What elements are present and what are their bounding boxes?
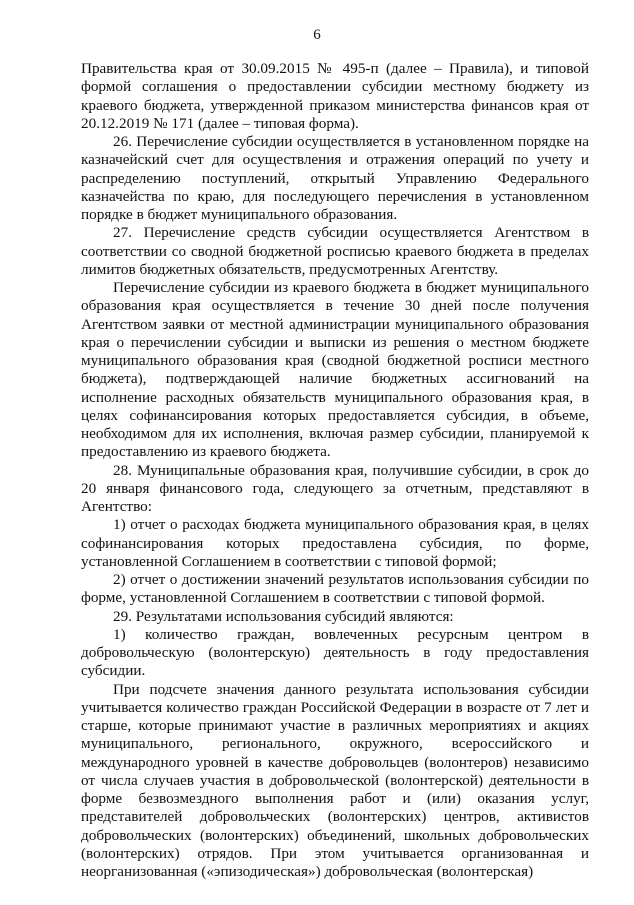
page-number: 6 (313, 27, 321, 43)
paragraph-29-counting: При подсчете значения данного результата использования субсидии учитывается количество граждан Российской Федерации в возрасте от 7 лет и старше, которые принимают участие в различных мероприятиях и акциях муниципального, регионального, окружного, всероссийского и международного уровней в качестве добровольцев (волонтеров) независимо от числа случаев участия в добровольческой (волонтерской) деятельности в форме безвозмездного выполнения работ и (или) оказания услуг, представителей добровольческих (волонтерских) центров, активистов добровольческих (волонтерских) объединений, школьных добровольческих (волонтерских) отрядов. При этом учитывается организованная и неорганизованная («эпизодическая») добровольческая (волонтерская) (81, 680, 589, 880)
paragraph-27-transfer: Перечисление субсидии из краевого бюджета в бюджет муниципального образования края осуществляется в течение 30 дней после получения Агентством заявки от местной администрации муниципального образования края о перечислении субсидии и выписки из решения о местном бюджете муниципального образования края (сводной бюджетной росписи местного бюджета), подтверждающей наличие бюджетных ассигнований на исполнение расходных обязательств муниципального образования края, в целях софинансирования которых предоставляется субсидия, в объеме, необходимом для их исполнения, включая размер субсидии, планируемой к предоставлению из краевого бюджета. (81, 279, 589, 461)
paragraph-28-item-2: 2) отчет о достижении значений результатов использования субсидии по форме, установленной Соглашением в соответствии с типовой формой. (81, 571, 589, 607)
paragraph-continuation: Правительства края от 30.09.2015 № 495-п (далее – Правила), и типовой формой соглашения о предоставлении субсидии местному бюджету из краевого бюджета, утвержденной приказом министерства финансов края от 20.12.2019 № 171 (далее – типовая форма). (81, 60, 589, 132)
paragraph-26: 26. Перечисление субсидии осуществляется в установленном порядке на казначейский счет для осуществления и отражения операций по учету и распределению поступлений, открытый Управлению Федерального казначейства по краю, для последующего перечисления в установленном порядке в бюджет муниципального образования. (81, 133, 589, 223)
document-body (81, 60, 589, 881)
paragraph-29: 29. Результатами использования субсидий являются: (113, 607, 454, 625)
paragraph-28: 28. Муниципальные образования края, получившие субсидии, в срок до 20 января финансового года, следующего за отчетным, представляют в Агентство: (81, 461, 589, 515)
paragraph-28-item-1: 1) отчет о расходах бюджета муниципального образования края, в целях софинансирования которых предоставлена субсидия, по форме, установленной Соглашением в соответствии с типовой формой; (81, 516, 589, 570)
paragraph-27: 27. Перечисление средств субсидии осуществляется Агентством в соответствии со сводной бюджетной росписью краевого бюджета в пределах лимитов бюджетных обязательств, предусмотренных Агентству. (81, 224, 589, 278)
paragraph-29-item-1: 1) количество граждан, вовлеченных ресурсным центром в добровольческую (волонтерскую) деятельность в году предоставления субсидии. (81, 625, 589, 680)
